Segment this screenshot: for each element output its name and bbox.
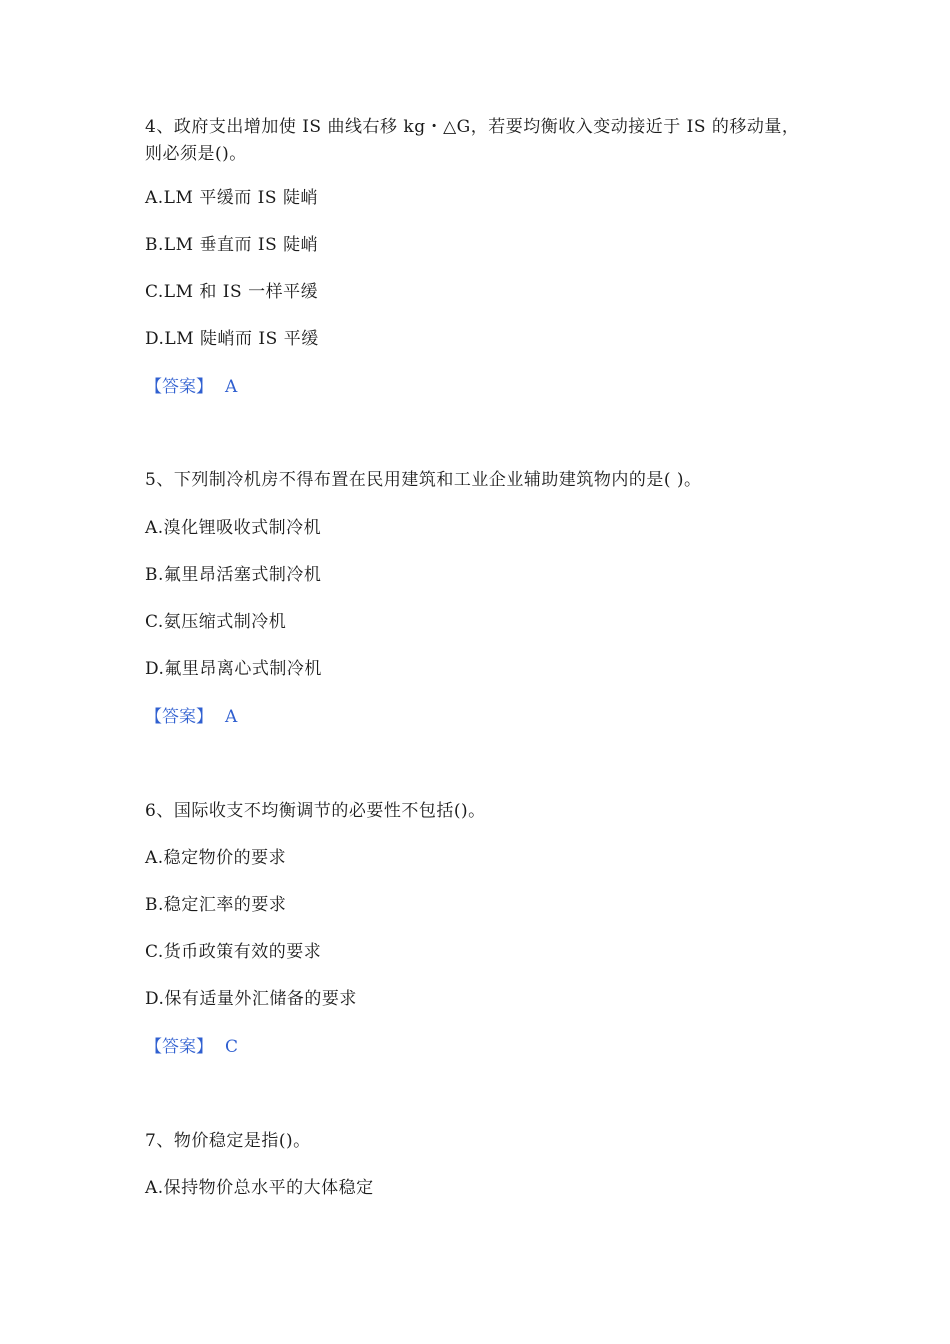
question-7: [145, 1128, 815, 1155]
answer-value: A: [225, 377, 238, 397]
answer-label: 【答案】: [145, 707, 213, 727]
question-stem: 4、政府支出增加使 IS 曲线右移 kg・△G，若要均衡收入变动接近于 IS 的移动量，则必须是()。: [145, 117, 800, 164]
option-c: C.LM 和 IS 一样平缓: [145, 282, 319, 302]
question-6: [145, 798, 815, 825]
answer-value: C: [225, 1037, 239, 1057]
option-d: D.LM 陡峭而 IS 平缓: [145, 329, 319, 349]
answer-value: A: [225, 707, 238, 727]
answer-label: 【答案】: [145, 1037, 213, 1057]
answer-label: 【答案】: [145, 377, 213, 397]
option-a: A.LM 平缓而 IS 陡峭: [145, 188, 318, 208]
option-c: C.氨压缩式制冷机: [145, 612, 287, 632]
answer-line: [145, 706, 815, 728]
option-c: C.货币政策有效的要求: [145, 942, 322, 962]
option-d: D.保有适量外汇储备的要求: [145, 989, 357, 1009]
question-5: [145, 467, 815, 494]
option-d: D.氟里昂离心式制冷机: [145, 659, 322, 679]
option-b: B.LM 垂直而 IS 陡峭: [145, 235, 319, 255]
question-stem: 6、国际收支不均衡调节的必要性不包括()。: [145, 801, 486, 821]
answer-line: [145, 376, 815, 398]
option-a: A.溴化锂吸收式制冷机: [145, 518, 322, 538]
option-b: B.氟里昂活塞式制冷机: [145, 565, 322, 585]
question-4: [145, 114, 815, 168]
question-stem: 5、下列制冷机房不得布置在民用建筑和工业企业辅助建筑物内的是( )。: [145, 470, 702, 490]
answer-line: [145, 1036, 815, 1058]
question-stem: 7、物价稳定是指()。: [145, 1131, 311, 1151]
option-a: A.稳定物价的要求: [145, 848, 287, 868]
option-a: A.保持物价总水平的大体稳定: [145, 1178, 374, 1198]
option-b: B.稳定汇率的要求: [145, 895, 287, 915]
